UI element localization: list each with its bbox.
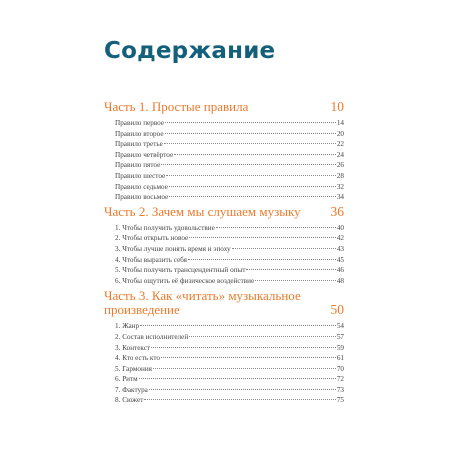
dot-leader [139, 378, 336, 379]
toc-entry[interactable] [115, 321, 344, 332]
entry-label: 5. Гармония [115, 364, 152, 373]
dot-leader [165, 133, 336, 134]
toc-entry[interactable] [115, 139, 344, 150]
toc-entry[interactable] [115, 364, 344, 375]
part-title: Часть 1. Простые правила [104, 99, 249, 114]
toc-entry[interactable] [115, 374, 344, 385]
dot-leader [164, 143, 336, 144]
entry-label: 1. Жанр [115, 322, 140, 331]
entry-label: 8. Сюжет [115, 396, 144, 405]
entry-label: 2. Чтобы открыть новое [115, 234, 189, 243]
entry-label: 5. Чтобы получить трансцендентный опыт [115, 266, 246, 275]
dot-leader [189, 237, 336, 238]
entry-label: 7. Фактура [115, 385, 148, 394]
toc-entry[interactable] [115, 182, 344, 193]
entry-label: 6. Ритм [115, 375, 138, 384]
part-page-number: 36 [330, 203, 344, 219]
part-heading[interactable] [104, 100, 344, 114]
entry-page-number: 32 [336, 182, 344, 191]
entry-label: Правило седьмое [115, 182, 168, 191]
toc-entry[interactable] [115, 276, 344, 287]
toc-entry[interactable] [115, 332, 344, 343]
toc-entry[interactable] [115, 395, 344, 406]
entry-page-number: 54 [336, 322, 344, 331]
entry-page-number: 73 [336, 385, 344, 394]
entry-label: 4. Кто есть кто [115, 354, 160, 363]
dot-leader [151, 347, 336, 348]
dot-leader [246, 269, 335, 270]
entry-page-number: 61 [336, 354, 344, 363]
toc-entry[interactable] [115, 255, 344, 266]
entry-label: 1. Чтобы получить удовольствие [115, 223, 215, 232]
entry-page-number: 70 [336, 364, 344, 373]
entry-label: Правило первое [115, 119, 165, 127]
table-of-contents [104, 100, 344, 406]
entry-page-number: 28 [336, 171, 344, 180]
entry-page-number: 34 [336, 193, 344, 202]
entry-page-number: 48 [336, 276, 344, 285]
toc-entry[interactable] [115, 150, 344, 161]
part-entries [115, 321, 344, 406]
entry-page-number: 57 [336, 332, 344, 341]
dot-leader [189, 336, 336, 337]
entry-label: Правило шестое [115, 171, 166, 180]
dot-leader [165, 122, 336, 123]
dot-leader [140, 325, 336, 326]
dot-leader [161, 357, 336, 358]
entry-label: 6. Чтобы ощутить её физическое воздействие [115, 276, 255, 285]
part-heading[interactable] [104, 289, 344, 317]
dot-leader [174, 154, 336, 155]
toc-entry[interactable] [115, 118, 344, 129]
toc-entry[interactable] [115, 244, 344, 255]
toc-entry[interactable] [115, 385, 344, 396]
toc-entry[interactable] [115, 171, 344, 182]
toc-entry[interactable] [115, 160, 344, 171]
toc-entry[interactable] [115, 192, 344, 203]
entry-page-number: 24 [336, 150, 344, 159]
toc-entry[interactable] [115, 353, 344, 364]
dot-leader [169, 186, 336, 187]
toc-entry[interactable] [115, 343, 344, 354]
entry-page-number: 46 [336, 266, 344, 275]
toc-entry[interactable] [115, 265, 344, 276]
entry-label: Правило третье [115, 140, 163, 149]
part-entries [115, 223, 344, 287]
entry-page-number: 43 [336, 244, 344, 253]
part-page-number: 50 [330, 302, 344, 318]
entry-label: 3. Контекст [115, 343, 151, 352]
entry-page-number: 59 [336, 343, 344, 352]
part-title: Часть 2. Зачем мы слушаем музыку [104, 203, 301, 219]
part-entries [115, 118, 344, 203]
entry-page-number: 45 [336, 255, 344, 264]
dot-leader [216, 227, 336, 228]
entry-label: Правило восьмое [115, 193, 169, 202]
part-page-number: 10 [330, 99, 344, 114]
entry-label: Правило пятое [115, 161, 161, 170]
page-title: Содержание [104, 38, 276, 64]
entry-page-number: 22 [336, 140, 344, 149]
entry-label: 4. Чтобы выразить себя [115, 255, 187, 264]
toc-entry[interactable] [115, 129, 344, 140]
entry-page-number: 42 [336, 234, 344, 243]
dot-leader [232, 248, 336, 249]
entry-page-number: 72 [336, 375, 344, 384]
dot-leader [161, 164, 336, 165]
entry-label: 2. Состав исполнителей [115, 332, 189, 341]
part-title: Часть 3. Как «читать» музыкальное произведение [104, 288, 301, 318]
dot-leader [255, 280, 336, 281]
entry-page-number: 26 [336, 161, 344, 170]
dot-leader [166, 175, 336, 176]
entry-label: Правило четвёртое [115, 150, 174, 159]
entry-label: 3. Чтобы лучше понять время и эпоху [115, 244, 231, 253]
dot-leader [144, 399, 335, 400]
dot-leader [188, 259, 336, 260]
toc-entry[interactable] [115, 233, 344, 244]
part-heading[interactable] [104, 205, 344, 219]
entry-page-number: 40 [336, 223, 344, 232]
entry-page-number: 20 [336, 129, 344, 138]
entry-page-number: 14 [336, 119, 344, 127]
entry-label: Правило второе [115, 129, 164, 138]
dot-leader [149, 389, 336, 390]
toc-entry[interactable] [115, 223, 344, 234]
entry-page-number: 75 [336, 396, 344, 405]
dot-leader [153, 368, 336, 369]
dot-leader [169, 196, 336, 197]
